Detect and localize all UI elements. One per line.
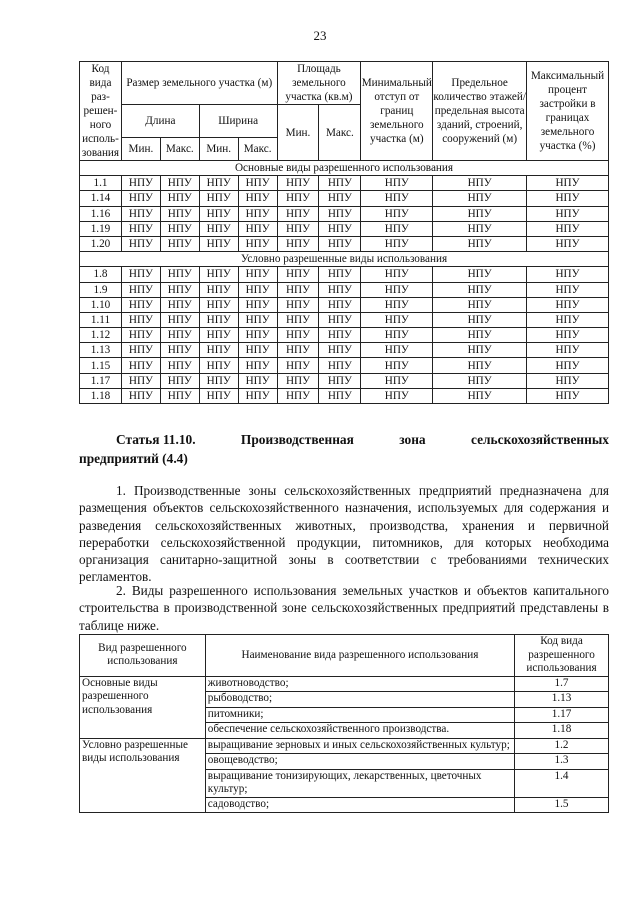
header-code-line: раз- (91, 91, 110, 103)
cell-value: НПУ (361, 236, 433, 251)
cell-value: НПУ (121, 176, 160, 191)
cell-value: НПУ (199, 191, 238, 206)
use-name: обеспечение сельскохозяйственного производства. (205, 723, 514, 739)
use-code: 1.18 (515, 723, 609, 739)
header-length-max: Макс. (160, 138, 199, 161)
use-name: питомники; (205, 707, 514, 723)
cell-value: НПУ (199, 328, 238, 343)
row-code: 1.13 (80, 343, 122, 358)
header-length-min: Мин. (121, 138, 160, 161)
row-code: 1.9 (80, 282, 122, 297)
cell-value: НПУ (433, 343, 527, 358)
permitted-use-table (79, 634, 609, 813)
table-row (80, 282, 609, 297)
cell-value: НПУ (238, 221, 277, 236)
cell-value: НПУ (361, 343, 433, 358)
cell-value: НПУ (319, 343, 361, 358)
cell-value: НПУ (527, 297, 609, 312)
header-area-max: Макс. (319, 105, 361, 161)
cell-value: НПУ (121, 236, 160, 251)
cell-value: НПУ (238, 236, 277, 251)
table-row (80, 373, 609, 388)
cell-value: НПУ (199, 312, 238, 327)
cell-value: НПУ (319, 221, 361, 236)
row-code: 1.12 (80, 328, 122, 343)
cell-value: НПУ (160, 206, 199, 221)
row-code: 1.20 (80, 236, 122, 251)
cell-value: НПУ (238, 176, 277, 191)
cell-value: НПУ (433, 373, 527, 388)
cell-value: НПУ (361, 297, 433, 312)
header-use-name: Наименование вида разрешенного использования (205, 635, 514, 677)
cell-value: НПУ (160, 267, 199, 282)
use-name: садоводство; (205, 797, 514, 813)
cell-value: НПУ (433, 176, 527, 191)
cell-value: НПУ (277, 176, 319, 191)
cell-value: НПУ (361, 221, 433, 236)
header-code-line: вида (89, 77, 112, 89)
use-code: 1.7 (515, 676, 609, 692)
cell-value: НПУ (277, 206, 319, 221)
header-code-line: исполь- (82, 133, 119, 145)
cell-value: НПУ (238, 328, 277, 343)
article-title-word: сельскохозяйственных (470, 432, 609, 447)
use-name: овощеводство; (205, 754, 514, 770)
header-area: Площадь земельного участка (кв.м) (277, 62, 361, 105)
cell-value: НПУ (433, 358, 527, 373)
cell-value: НПУ (160, 282, 199, 297)
cell-value: НПУ (121, 388, 160, 403)
table-row (80, 191, 609, 206)
cell-value: НПУ (319, 328, 361, 343)
row-code: 1.19 (80, 221, 122, 236)
cell-value: НПУ (433, 388, 527, 403)
row-code: 1.16 (80, 206, 122, 221)
cell-value: НПУ (361, 358, 433, 373)
cell-value: НПУ (527, 236, 609, 251)
cell-value: НПУ (319, 176, 361, 191)
cell-value: НПУ (361, 206, 433, 221)
table-row (80, 312, 609, 327)
header-length: Длина (121, 105, 199, 138)
use-name: выращивание зерновых и иных сельскохозяйственных культур; (205, 738, 514, 754)
cell-value: НПУ (199, 358, 238, 373)
cell-value: НПУ (277, 297, 319, 312)
table-row (80, 267, 609, 282)
cell-value: НПУ (121, 358, 160, 373)
use-code: 1.3 (515, 754, 609, 770)
table-row (80, 297, 609, 312)
cell-value: НПУ (160, 343, 199, 358)
cell-value: НПУ (238, 282, 277, 297)
cell-value: НПУ (238, 358, 277, 373)
cell-value: НПУ (199, 343, 238, 358)
cell-value: НПУ (277, 221, 319, 236)
cell-value: НПУ (277, 191, 319, 206)
cell-value: НПУ (527, 343, 609, 358)
cell-value: НПУ (527, 312, 609, 327)
cell-value: НПУ (160, 176, 199, 191)
table-row (80, 738, 609, 754)
cell-value: НПУ (160, 358, 199, 373)
cell-value: НПУ (238, 373, 277, 388)
cell-value: НПУ (319, 297, 361, 312)
cell-value: НПУ (361, 176, 433, 191)
table-row (80, 176, 609, 191)
use-name: выращивание тонизирующих, лекарственных, цветочных культур; (205, 769, 514, 797)
cell-value: НПУ (199, 267, 238, 282)
cell-value: НПУ (527, 388, 609, 403)
use-code: 1.17 (515, 707, 609, 723)
article-title-word: Статья 11.10. (116, 432, 196, 447)
cell-value: НПУ (121, 282, 160, 297)
header-code-line: решен- (83, 105, 118, 117)
cell-value: НПУ (277, 312, 319, 327)
cell-value: НПУ (319, 373, 361, 388)
cell-value: НПУ (121, 191, 160, 206)
cell-value: НПУ (238, 312, 277, 327)
cell-value: НПУ (319, 282, 361, 297)
cell-value: НПУ (433, 267, 527, 282)
cell-value: НПУ (121, 373, 160, 388)
header-coverage: Максимальный процент застройки в границах земельного участка (%) (527, 62, 609, 161)
cell-value: НПУ (160, 312, 199, 327)
cell-value: НПУ (361, 267, 433, 282)
use-name: рыбоводство; (205, 692, 514, 708)
header-use-type: Вид разрешенного использования (80, 635, 206, 677)
cell-value: НПУ (277, 236, 319, 251)
row-code: 1.15 (80, 358, 122, 373)
cell-value: НПУ (277, 373, 319, 388)
row-code: 1.11 (80, 312, 122, 327)
cell-value: НПУ (277, 343, 319, 358)
cell-value: НПУ (277, 388, 319, 403)
use-code: 1.5 (515, 797, 609, 813)
section-main-uses: Основные виды разрешенного использования (80, 161, 609, 176)
table-row (80, 358, 609, 373)
cell-value: НПУ (160, 221, 199, 236)
zoning-parameters-table (79, 61, 609, 404)
paragraph-1: 1. Производственные зоны сельскохозяйственных предприятий предназначена для размещения объектов сельскохозяйственного назначения, используемых для содержания и разведения сельскохозяйственных животных, производства, хранения и первичной переработки сельскохозяйственной продукции, питомников, для которых необходима организация санитарно-защитной зоны в соответствии с требованиями технических регламентов. (79, 483, 609, 585)
cell-value: НПУ (361, 328, 433, 343)
cell-value: НПУ (199, 206, 238, 221)
cell-value: НПУ (160, 373, 199, 388)
cell-value: НПУ (277, 328, 319, 343)
cell-value: НПУ (527, 221, 609, 236)
header-floors: Предельное количество этажей/ предельная высота зданий, строений, сооружений (м) (433, 62, 527, 161)
cell-value: НПУ (277, 282, 319, 297)
cell-value: НПУ (433, 221, 527, 236)
cell-value: НПУ (199, 221, 238, 236)
cell-value: НПУ (199, 373, 238, 388)
cell-value: НПУ (527, 176, 609, 191)
cell-value: НПУ (433, 236, 527, 251)
table-row (80, 221, 609, 236)
table-row (80, 388, 609, 403)
cell-value: НПУ (238, 297, 277, 312)
group-label: Условно разрешенные виды использования (80, 738, 206, 813)
cell-value: НПУ (121, 297, 160, 312)
cell-value: НПУ (160, 297, 199, 312)
table-row (80, 676, 609, 692)
article-title-line2: предприятий (4.4) (79, 451, 188, 466)
cell-value: НПУ (238, 343, 277, 358)
cell-value: НПУ (433, 206, 527, 221)
page-number: 23 (313, 28, 327, 43)
header-setback: Минимальный отступ от границ земельного участка (м) (361, 62, 433, 161)
cell-value: НПУ (319, 191, 361, 206)
use-code: 1.4 (515, 769, 609, 797)
cell-value: НПУ (361, 282, 433, 297)
cell-value: НПУ (319, 236, 361, 251)
cell-value: НПУ (160, 191, 199, 206)
cell-value: НПУ (433, 297, 527, 312)
cell-value: НПУ (160, 236, 199, 251)
cell-value: НПУ (160, 388, 199, 403)
header-code (80, 62, 122, 161)
article-title-word: зона (399, 432, 426, 447)
header-code-line: Код (91, 63, 110, 75)
cell-value: НПУ (238, 388, 277, 403)
cell-value: НПУ (433, 282, 527, 297)
cell-value: НПУ (238, 191, 277, 206)
header-size: Размер земельного участка (м) (121, 62, 277, 105)
cell-value: НПУ (121, 206, 160, 221)
cell-value: НПУ (277, 267, 319, 282)
row-code: 1.10 (80, 297, 122, 312)
table-row (80, 343, 609, 358)
table-row (80, 328, 609, 343)
cell-value: НПУ (121, 328, 160, 343)
cell-value: НПУ (160, 328, 199, 343)
row-code: 1.1 (80, 176, 122, 191)
cell-value: НПУ (361, 191, 433, 206)
cell-value: НПУ (121, 267, 160, 282)
cell-value: НПУ (199, 176, 238, 191)
row-code: 1.8 (80, 267, 122, 282)
row-code: 1.17 (80, 373, 122, 388)
section-conditional-uses: Условно разрешенные виды использования (80, 252, 609, 267)
cell-value: НПУ (238, 206, 277, 221)
cell-value: НПУ (121, 312, 160, 327)
cell-value: НПУ (121, 343, 160, 358)
cell-value: НПУ (361, 312, 433, 327)
cell-value: НПУ (319, 312, 361, 327)
cell-value: НПУ (319, 206, 361, 221)
use-name: животноводство; (205, 676, 514, 692)
article-title-word: Производственная (240, 432, 354, 447)
cell-value: НПУ (527, 358, 609, 373)
cell-value: НПУ (361, 388, 433, 403)
paragraph-2: 2. Виды разрешенного использования земельных участков и объектов капитального строительства в производственной зоне сельскохозяйственных предприятий представлены в таблице ниже. (79, 583, 609, 633)
cell-value: НПУ (527, 282, 609, 297)
cell-value: НПУ (121, 221, 160, 236)
cell-value: НПУ (238, 267, 277, 282)
cell-value: НПУ (319, 358, 361, 373)
table-row (80, 206, 609, 221)
cell-value: НПУ (433, 191, 527, 206)
table-row (80, 236, 609, 251)
header-width-min: Мин. (199, 138, 238, 161)
cell-value: НПУ (319, 388, 361, 403)
cell-value: НПУ (319, 267, 361, 282)
cell-value: НПУ (199, 388, 238, 403)
use-code: 1.13 (515, 692, 609, 708)
cell-value: НПУ (527, 191, 609, 206)
cell-value: НПУ (527, 267, 609, 282)
row-code: 1.14 (80, 191, 122, 206)
header-area-min: Мин. (277, 105, 319, 161)
cell-value: НПУ (527, 206, 609, 221)
cell-value: НПУ (527, 373, 609, 388)
row-code: 1.18 (80, 388, 122, 403)
cell-value: НПУ (433, 312, 527, 327)
cell-value: НПУ (199, 236, 238, 251)
cell-value: НПУ (527, 328, 609, 343)
use-code: 1.2 (515, 738, 609, 754)
group-label: Основные виды разрешенного использования (80, 676, 206, 738)
header-width: Ширина (199, 105, 277, 138)
header-use-code: Код вида разрешенного использования (515, 635, 609, 677)
cell-value: НПУ (199, 282, 238, 297)
cell-value: НПУ (361, 373, 433, 388)
article-heading (79, 430, 609, 468)
header-code-line: ного (89, 119, 112, 131)
cell-value: НПУ (277, 358, 319, 373)
cell-value: НПУ (199, 297, 238, 312)
header-width-max: Макс. (238, 138, 277, 161)
cell-value: НПУ (433, 328, 527, 343)
header-code-line: зования (81, 147, 120, 159)
